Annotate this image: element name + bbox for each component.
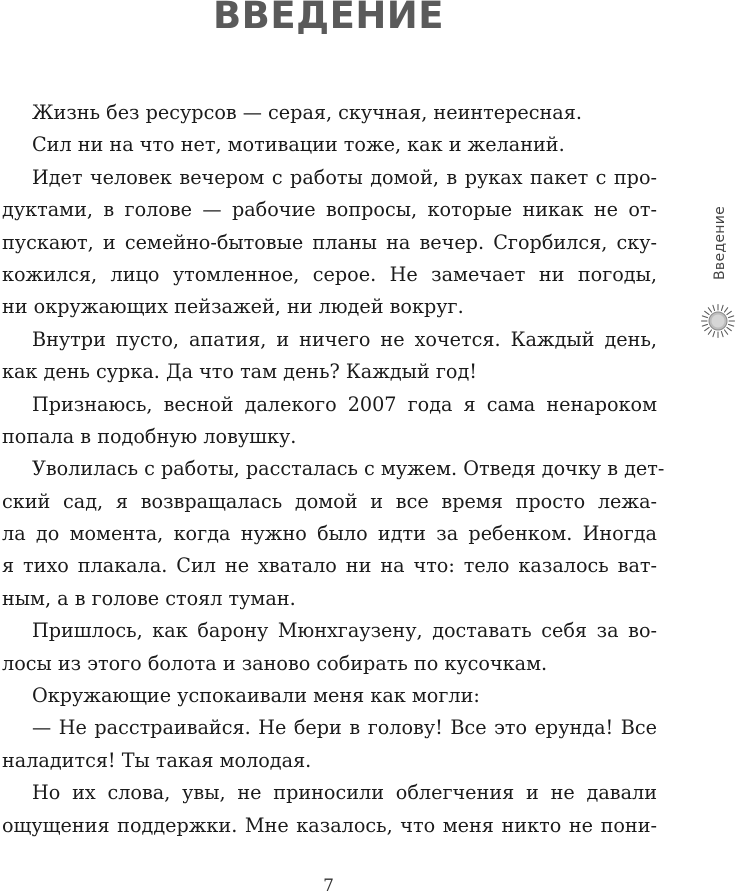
text-line: ла до момента, когда нужно было идти за ребенком. Иногда — [2, 522, 657, 546]
sun-ray — [705, 311, 709, 314]
text-line: ни окружающих пейзажей, ни людей вокруг. — [2, 295, 464, 319]
sun-icon — [700, 303, 736, 339]
text-line: кожился, лицо утомленное, серое. Не замечает ни погоды, — [2, 262, 657, 286]
text-line: Окружающие успокаивали меня как могли: — [32, 684, 480, 708]
text-line: Идет человек вечером с работы домой, в руках пакет с про- — [32, 165, 657, 189]
sun-ray — [721, 331, 723, 336]
text-line: лосы из этого болота и заново собирать по кусочкам. — [2, 651, 548, 675]
text-line: как день сурка. Да что там день? Каждый год! — [2, 360, 477, 384]
body-text — [2, 97, 665, 842]
text-line: я тихо плакала. Сил не хватало ни на что: тело казалось ват- — [2, 554, 657, 578]
sun-ray — [724, 330, 727, 334]
sun-ray — [713, 305, 715, 310]
sun-ray — [728, 324, 733, 326]
sun-ray — [702, 316, 707, 318]
sun-ray — [728, 316, 733, 318]
text-line: наладится! Ты такая молодая. — [2, 748, 312, 772]
text-line: Признаюсь, весной далекого 2007 года я сама ненароком — [32, 392, 657, 416]
text-line: Жизнь без ресурсов — серая, скучная, неинтересная. — [32, 101, 582, 124]
section-side-label — [705, 205, 735, 281]
sun-ray — [727, 327, 731, 330]
text-line: ощущения поддержки. Мне казалось, что меня никто не пони- — [2, 813, 657, 837]
text-line: Уволилась с работы, рассталась с мужем. Отведя дочку в дет- — [32, 457, 665, 481]
text-line: попала в подобную ловушку. — [2, 424, 297, 448]
sun-ray — [702, 324, 707, 326]
section-side-label-text: Введение — [712, 205, 728, 281]
sun-ray — [705, 327, 709, 330]
text-line: Пришлось, как барону Мюнхгаузену, доставать себя за во- — [32, 619, 657, 643]
text-line: дуктами, в голове — рабочие вопросы, которые никак не от- — [2, 198, 657, 222]
sun-ray — [727, 311, 731, 314]
text-line: — Не расстраивайся. Не бери в голову! Все это ерунда! Все — [32, 716, 657, 740]
text-line: Сил ни на что нет, мотивации тоже, как и желаний. — [32, 133, 565, 157]
sun-ray — [708, 330, 711, 334]
text-line: Но их слова, увы, не приносили облегчения и не давали — [32, 781, 657, 805]
sun-ray — [713, 331, 715, 336]
sun-ray — [708, 308, 711, 312]
sun-ray — [724, 308, 727, 312]
text-line: ский сад, я возвращалась домой и все время просто лежа- — [2, 489, 657, 513]
text-line: пускают, и семейно-бытовые планы на вечер. Сгорбился, ску- — [2, 230, 657, 254]
text-line: Внутри пусто, апатия, и ничего не хочется. Каждый день, — [32, 327, 657, 351]
chapter-title: ВВЕДЕНИЕ — [212, 0, 445, 37]
page-number: 7 — [323, 876, 334, 896]
sun-ray — [721, 305, 723, 310]
text-line: ным, а в голове стоял туман. — [2, 586, 296, 610]
